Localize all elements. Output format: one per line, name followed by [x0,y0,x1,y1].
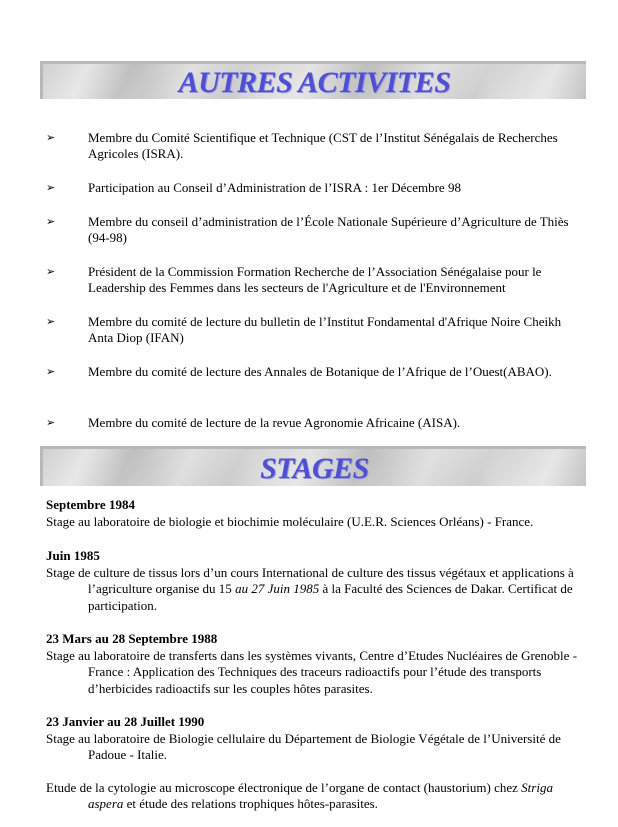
stage-description: Stage de culture de tissus lors d’un cours International de culture des tissus végétaux et applications à l’agriculture organise du 15 au 27 Juin 1985 à la Faculté des Sciences de Dakar. Certificat de participation. [46,564,574,613]
arrow-bullet-icon: ➢ [46,131,56,144]
arrow-bullet-icon: ➢ [46,215,56,228]
stage-description: Stage au laboratoire de Biologie cellulaire du Département de Biologie Végétale de l’Université de Padoue - Italie. [46,730,561,762]
arrow-bullet-icon: ➢ [46,416,56,429]
section-title-stages: STAGES [260,452,369,485]
stage-description-extra: Etude de la cytologie au microscope électronique de l’organe de contact (haustorium) chez Striga aspera et étude des relations trophiques hôtes-parasites. [46,779,553,811]
section-title-activities: AUTRES ACTIVITES [178,66,451,99]
stage-date: 23 Janvier au 28 Juillet 1990 [46,714,205,729]
stage-description: Stage au laboratoire de transferts dans les systèmes vivants, Centre d’Etudes Nucléaires de Grenoble - France : Application des Techniques des traceurs radioactifs pour l’étude des transports d’herbicides radioactifs sur les couples hôtes parasites. [46,647,578,696]
arrow-bullet-icon: ➢ [46,315,56,328]
arrow-bullet-icon: ➢ [46,265,56,278]
stage-entry [46,714,591,813]
stage-entry [46,631,591,697]
stage-entry [46,497,591,530]
stage-date: Juin 1985 [46,548,100,563]
arrow-bullet-icon: ➢ [46,365,56,378]
arrow-bullet-icon: ➢ [46,181,56,194]
stage-date: Septembre 1984 [46,497,135,512]
section-banner-stages [40,446,586,486]
stage-date: 23 Mars au 28 Septembre 1988 [46,631,218,646]
stage-description: Stage au laboratoire de biologie et biochimie moléculaire (U.E.R. Sciences Orléans) - France. [46,513,534,529]
stage-entry [46,548,591,614]
section-banner-activities [40,61,586,99]
